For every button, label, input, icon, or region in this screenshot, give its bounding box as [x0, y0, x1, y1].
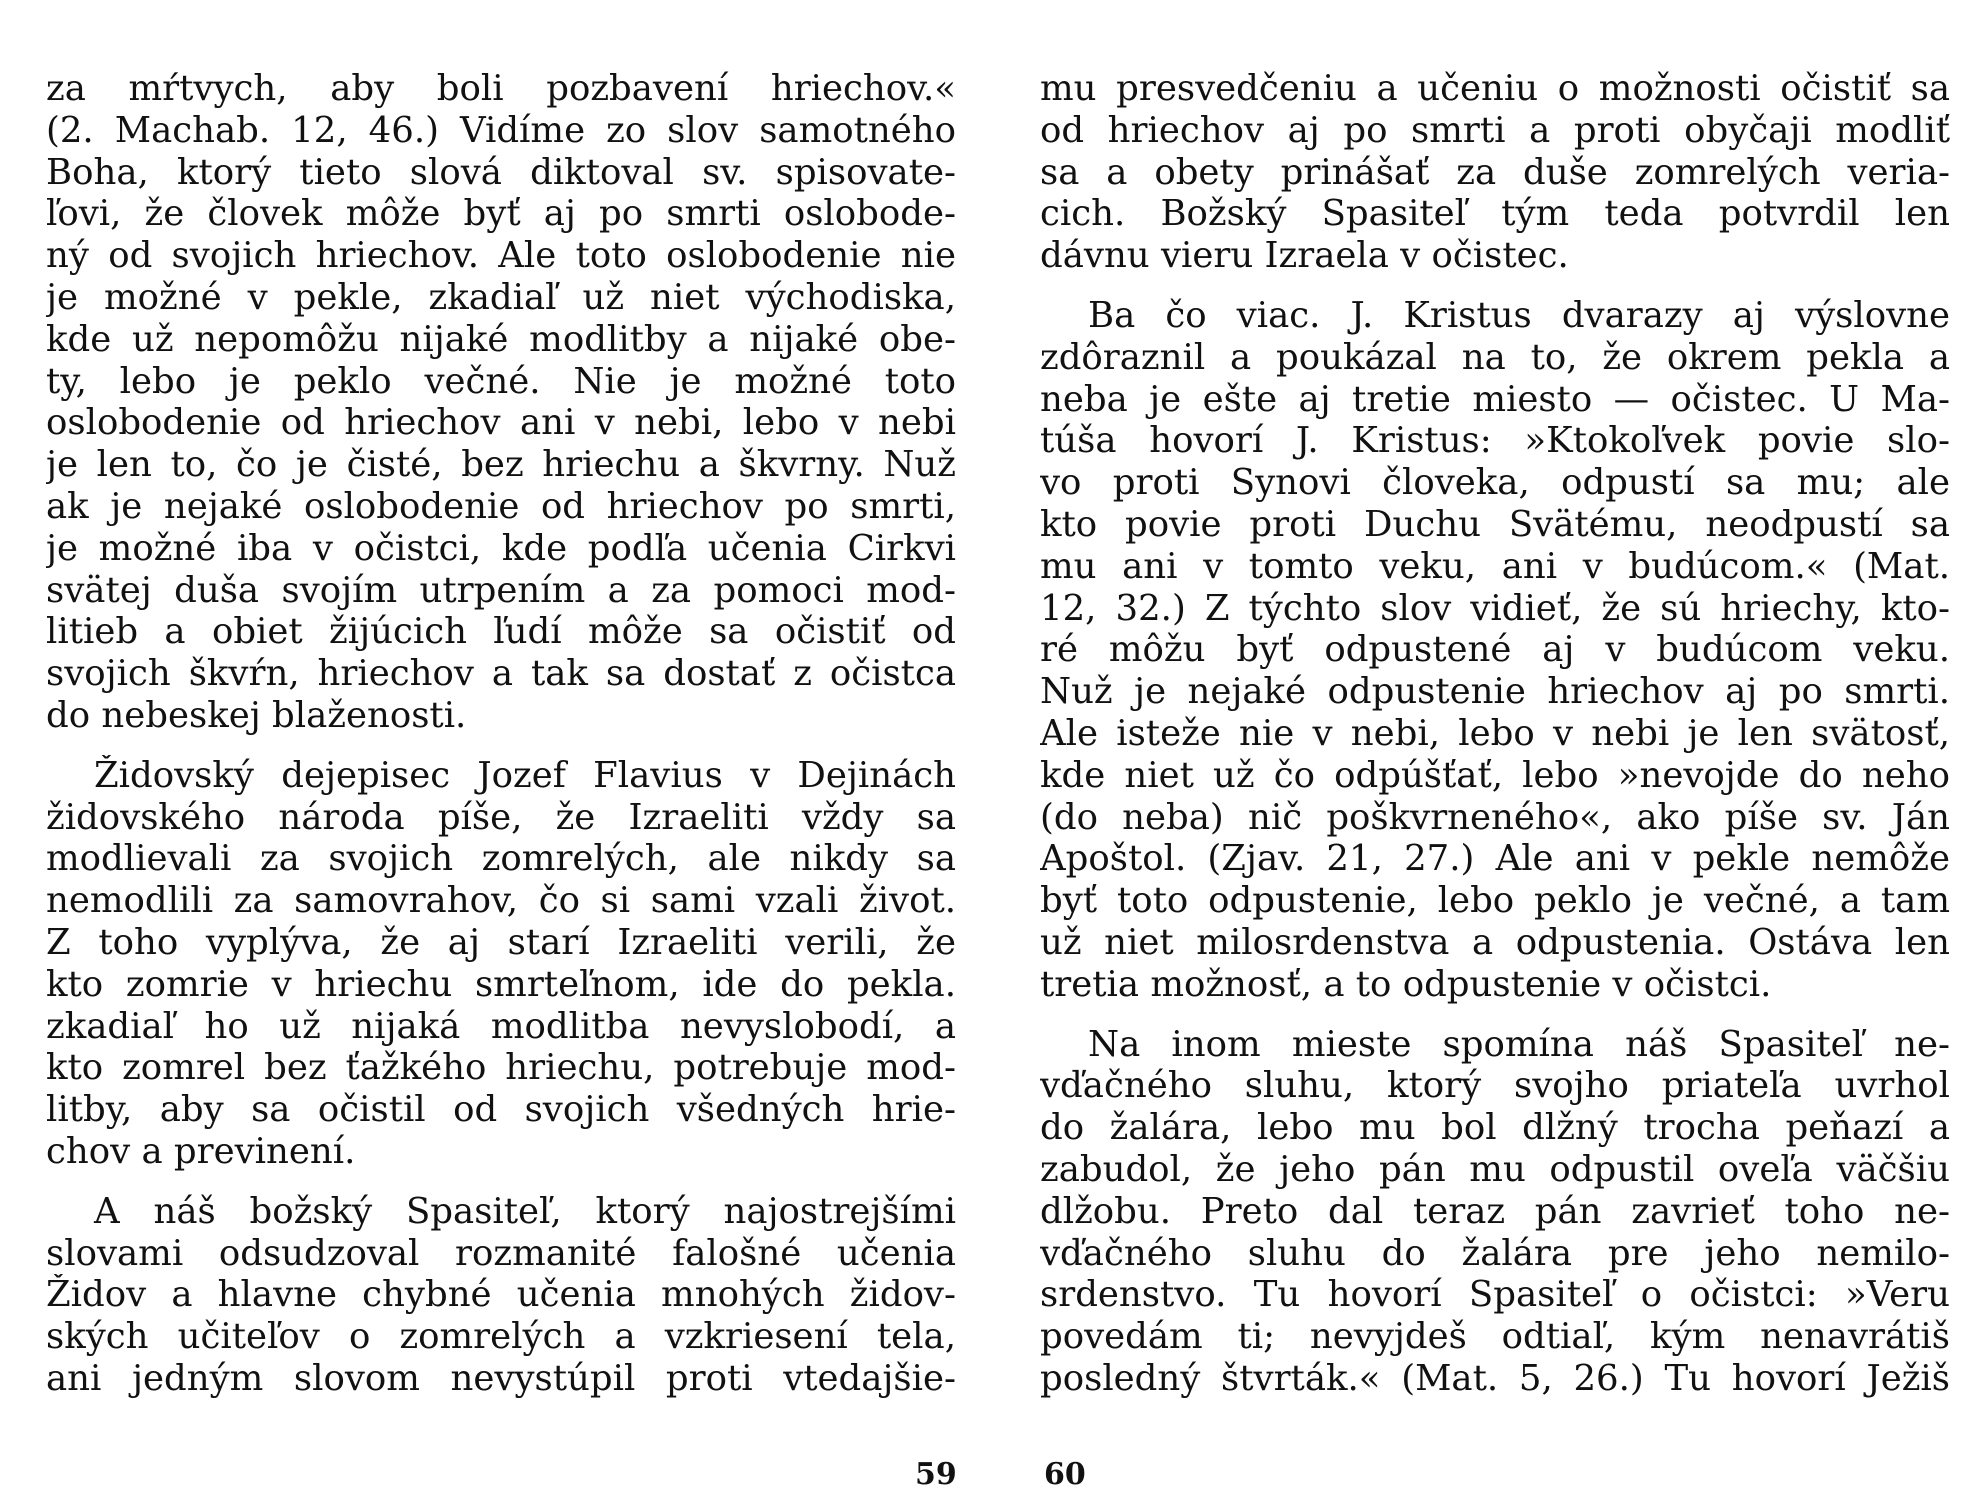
text-line: srdenstvo. Tu hovorí Spasiteľ o očistci: »Veru: [1040, 1274, 1950, 1316]
left-page-number: 59: [915, 1457, 957, 1492]
text-line: kde už nepomôžu nijaké modlitby a nijaké obe-: [46, 318, 956, 360]
text-line: židovského národa píše, že Izraeliti vždy sa: [46, 796, 956, 838]
text-line: ských učiteľov o zomrelých a vzkriesení tela,: [46, 1316, 956, 1358]
text-line: Z toho vyplýva, že aj starí Izraeliti verili, že: [46, 921, 956, 963]
text-line: svätej duša svojím utrpením a za pomoci mod-: [46, 569, 956, 611]
paragraph: [1040, 1024, 1950, 1400]
text-line: túša hovorí J. Kristus: »Ktokoľvek povie slo-: [1040, 420, 1950, 462]
text-line: je možné iba v očistci, kde podľa učenia Cirkvi: [46, 527, 956, 569]
paragraph: [46, 68, 956, 737]
text-line: zabudol, že jeho pán mu odpustil oveľa väčšiu: [1040, 1148, 1950, 1190]
text-line: Apoštol. (Zjav. 21, 27.) Ale ani v pekle nemôže: [1040, 838, 1950, 880]
text-line: ný od svojich hriechov. Ale toto oslobodenie nie: [46, 235, 956, 277]
text-line: litby, aby sa očistil od svojich všedných hrie-: [46, 1089, 956, 1131]
text-line: byť toto odpustenie, lebo peklo je večné, a tam: [1040, 880, 1950, 922]
text-line: Židov a hlavne chybné učenia mnohých židov-: [46, 1274, 956, 1316]
text-line: do žalára, lebo mu bol dlžný trocha peňazí a: [1040, 1107, 1950, 1149]
text-line: (do neba) nič poškvrneného«, ako píše sv. Ján: [1040, 796, 1950, 838]
text-line: je možné v pekle, zkadiaľ už niet východiska,: [46, 276, 956, 318]
paragraph-gap: [46, 737, 956, 755]
text-line: 12, 32.) Z týchto slov vidieť, že sú hriechy, kto-: [1040, 587, 1950, 629]
text-line: zkadiaľ ho už nijaká modlitba nevyslobodí, a: [46, 1005, 956, 1047]
paragraph-gap: [46, 1173, 956, 1191]
text-line: do nebeskej blaženosti.: [46, 694, 467, 736]
text-line: je len to, čo je čisté, bez hriechu a škvrny. Nuž: [46, 444, 956, 486]
text-line: ak je nejaké oslobodenie od hriechov po smrti,: [46, 485, 956, 527]
right-page: [1040, 68, 1950, 1400]
text-line: dávnu vieru Izraela v očistec.: [1040, 235, 1569, 277]
text-line: ré môžu byť odpustené aj v budúcom veku.: [1040, 629, 1950, 671]
text-line: dlžobu. Preto dal teraz pán zavrieť toho ne-: [1040, 1190, 1950, 1232]
text-line: kto zomrie v hriechu smrteľnom, ide do pekla.: [46, 963, 956, 1005]
text-line: Ale isteže nie v nebi, lebo v nebi je len svätosť,: [1040, 712, 1950, 754]
text-line: ty, lebo je peklo večné. Nie je možné toto: [46, 360, 956, 402]
text-line: Boha, ktorý tieto slová diktoval sv. spisovate-: [46, 151, 956, 193]
text-line: Ba čo viac. J. Kristus dvarazy aj výslovne: [1088, 294, 1950, 336]
text-line: od hriechov aj po smrti a proti obyčaji modliť: [1040, 109, 1950, 151]
right-page-number: 60: [1044, 1457, 1086, 1492]
paragraph: [1040, 68, 1950, 277]
text-line: chov a previnení.: [46, 1130, 356, 1172]
text-line: kto povie proti Duchu Svätému, neodpustí sa: [1040, 503, 1950, 545]
text-line: kde niet už čo odpúšťať, lebo »nevojde do neho: [1040, 754, 1950, 796]
text-line: kto zomrel bez ťažkého hriechu, potrebuje mod-: [46, 1047, 956, 1089]
text-line: A náš božský Spasiteľ, ktorý najostrejšími: [94, 1190, 956, 1232]
paragraph-gap: [1040, 277, 1950, 295]
text-line: vo proti Synovi človeka, odpustí sa mu; ale: [1040, 462, 1950, 504]
paragraph: [1040, 295, 1950, 1006]
text-line: oslobodenie od hriechov ani v nebi, lebo v nebi: [46, 402, 956, 444]
text-line: cich. Božský Spasiteľ tým teda potvrdil len: [1040, 193, 1950, 235]
text-line: už niet milosrdenstva a odpustenia. Ostáva len: [1040, 921, 1950, 963]
text-line: vďačného sluhu, ktorý svojho priateľa uvrhol: [1040, 1065, 1950, 1107]
text-line: povedám ti; nevyjdeš odtiaľ, kým nenavrátiš: [1040, 1316, 1950, 1358]
text-line: zdôraznil a poukázal na to, že okrem pekla a: [1040, 336, 1950, 378]
text-line: litieb a obiet žijúcich ľudí môže sa očistiť od: [46, 611, 956, 653]
text-line: vďačného sluhu do žalára pre jeho nemilo-: [1040, 1232, 1950, 1274]
text-line: nemodlili za samovrahov, čo si sami vzali život.: [46, 880, 956, 922]
text-line: ľovi, že človek môže byť aj po smrti oslobode-: [46, 193, 956, 235]
text-line: (2. Machab. 12, 46.) Vidíme zo slov samotného: [46, 109, 956, 151]
paragraph: [46, 1191, 956, 1400]
left-page: [46, 68, 956, 1400]
text-line: Židovský dejepisec Jozef Flavius v Dejinách: [94, 754, 956, 796]
text-line: posledný štvrták.« (Mat. 5, 26.) Tu hovorí Ježiš: [1040, 1357, 1950, 1399]
text-line: svojich škvŕn, hriechov a tak sa dostať z očistca: [46, 653, 956, 695]
text-line: slovami odsudzoval rozmanité falošné učenia: [46, 1232, 956, 1274]
text-line: neba je ešte aj tretie miesto — očistec. U Ma-: [1040, 378, 1950, 420]
text-line: modlievali za svojich zomrelých, ale nikdy sa: [46, 838, 956, 880]
text-line: mu presvedčeniu a učeniu o možnosti očistiť sa: [1040, 68, 1950, 109]
paragraph-gap: [1040, 1006, 1950, 1024]
text-line: Na inom mieste spomína náš Spasiteľ ne-: [1088, 1023, 1950, 1065]
text-line: ani jedným slovom nevystúpil proti vtedajšie-: [46, 1357, 956, 1399]
text-line: Nuž je nejaké odpustenie hriechov aj po smrti.: [1040, 671, 1950, 713]
text-line: mu ani v tomto veku, ani v budúcom.« (Mat.: [1040, 545, 1950, 587]
paragraph: [46, 755, 956, 1173]
text-line: sa a obety prinášať za duše zomrelých veria-: [1040, 151, 1950, 193]
text-line: tretia možnosť, a to odpustenie v očistci.: [1040, 963, 1772, 1005]
text-line: za mŕtvych, aby boli pozbavení hriechov.«: [46, 68, 956, 109]
